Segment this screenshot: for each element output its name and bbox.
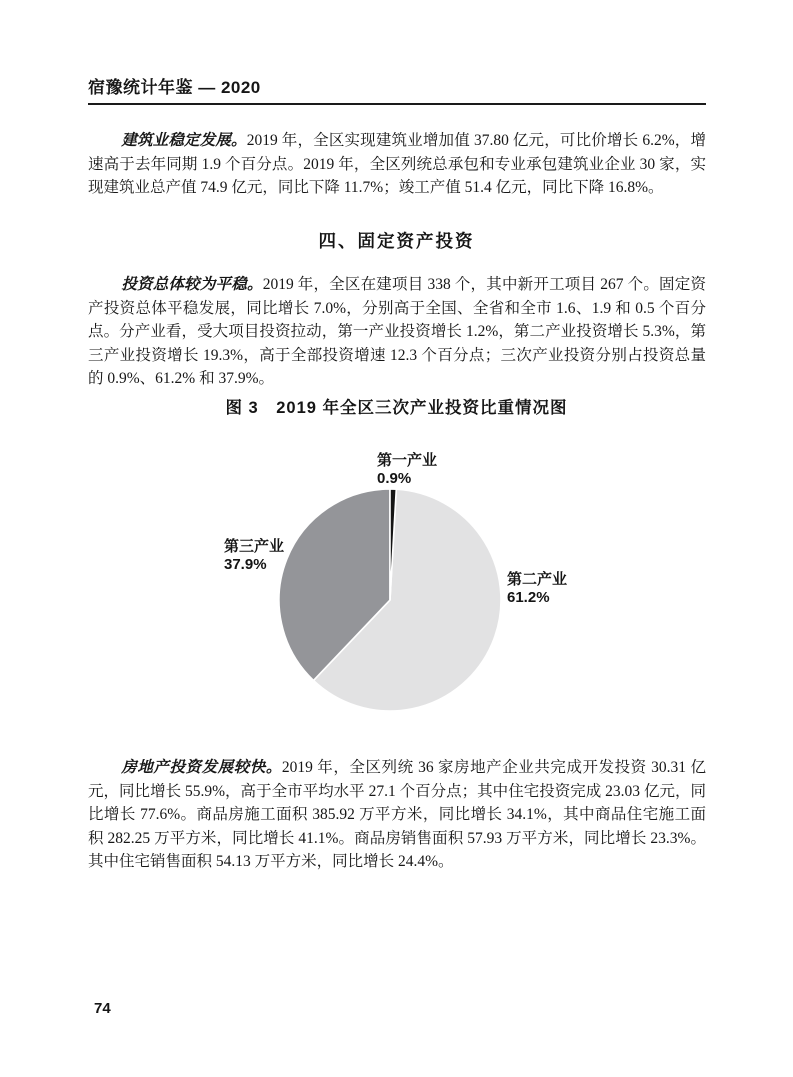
paragraph-investment — [88, 273, 706, 391]
paragraph-lead: 房地产投资发展较快。 — [121, 759, 282, 776]
paragraph-construction — [88, 129, 706, 200]
pie-label-name: 第三产业 — [224, 538, 285, 555]
pie-label-name: 第一产业 — [377, 452, 438, 469]
section-heading: 四、固定资产投资 — [318, 231, 475, 251]
pie-label-secondary-industry — [507, 571, 567, 606]
pie-label-name: 第二产业 — [507, 571, 568, 588]
paragraph-text: 2019 年，全区列统 36 家房地产企业共完成开发投资 30.31 亿元，同比增长 55.9%，高于全市平均水平 27.1 个百分点；其中住宅投资完成 23.03 亿元，同比增长 77.6%。商品房施工面积 385.92 万平方米，同比增长 34.1%，其中商品住宅施工面积 282.25 万平方米，同比增长 41.1%。商品房销售面积 57.93 万平方米，同比增长 23.3%。其中住宅销售面积 54.13 万平方米，同比增长 24.4%。 — [88, 759, 706, 871]
pie-label-primary-industry — [377, 452, 437, 487]
figure-caption: 图 3 2019 年全区三次产业投资比重情况图 — [225, 399, 568, 417]
page-number: 74 — [94, 1000, 111, 1017]
paragraph-lead: 建筑业稳定发展。 — [121, 132, 247, 149]
pie-label-tertiary-industry — [224, 538, 284, 573]
paragraph-text: 2019 年，全区实现建筑业增加值 37.80 亿元，可比价增长 6.2%，增速高于去年同期 1.9 个百分点。2019 年，全区列统总承包和专业承包建筑业企业 30 家，实现建筑业总产值 74.9 亿元，同比下降 11.7%；竣工产值 51.4 亿元，同比下降 16.8%。 — [88, 132, 706, 197]
paragraph-real-estate — [88, 756, 706, 874]
paragraph-text: 2019 年，全区在建项目 338 个，其中新开工项目 267 个。固定资产投资总体平稳发展，同比增长 7.0%，分别高于全国、全省和全市 1.6、1.9 和 0.5 个百分点。分产业看，受大项目投资拉动，第一产业投资增长 1.2%，第二产业投资增长 5.3%，第三产业投资增长 19.3%，高于全部投资增速 12.3 个百分点；三次产业投资分别占投资总量的 0.9%、61.2% 和 37.9%。 — [88, 276, 706, 388]
pie-label-value: 0.9% — [377, 469, 412, 487]
paragraph-lead: 投资总体较为平稳。 — [121, 276, 263, 293]
running-header: 宿豫统计年鉴 — 2020 — [88, 73, 706, 105]
pie-label-value: 37.9% — [224, 555, 267, 573]
pie-label-value: 61.2% — [507, 588, 550, 606]
